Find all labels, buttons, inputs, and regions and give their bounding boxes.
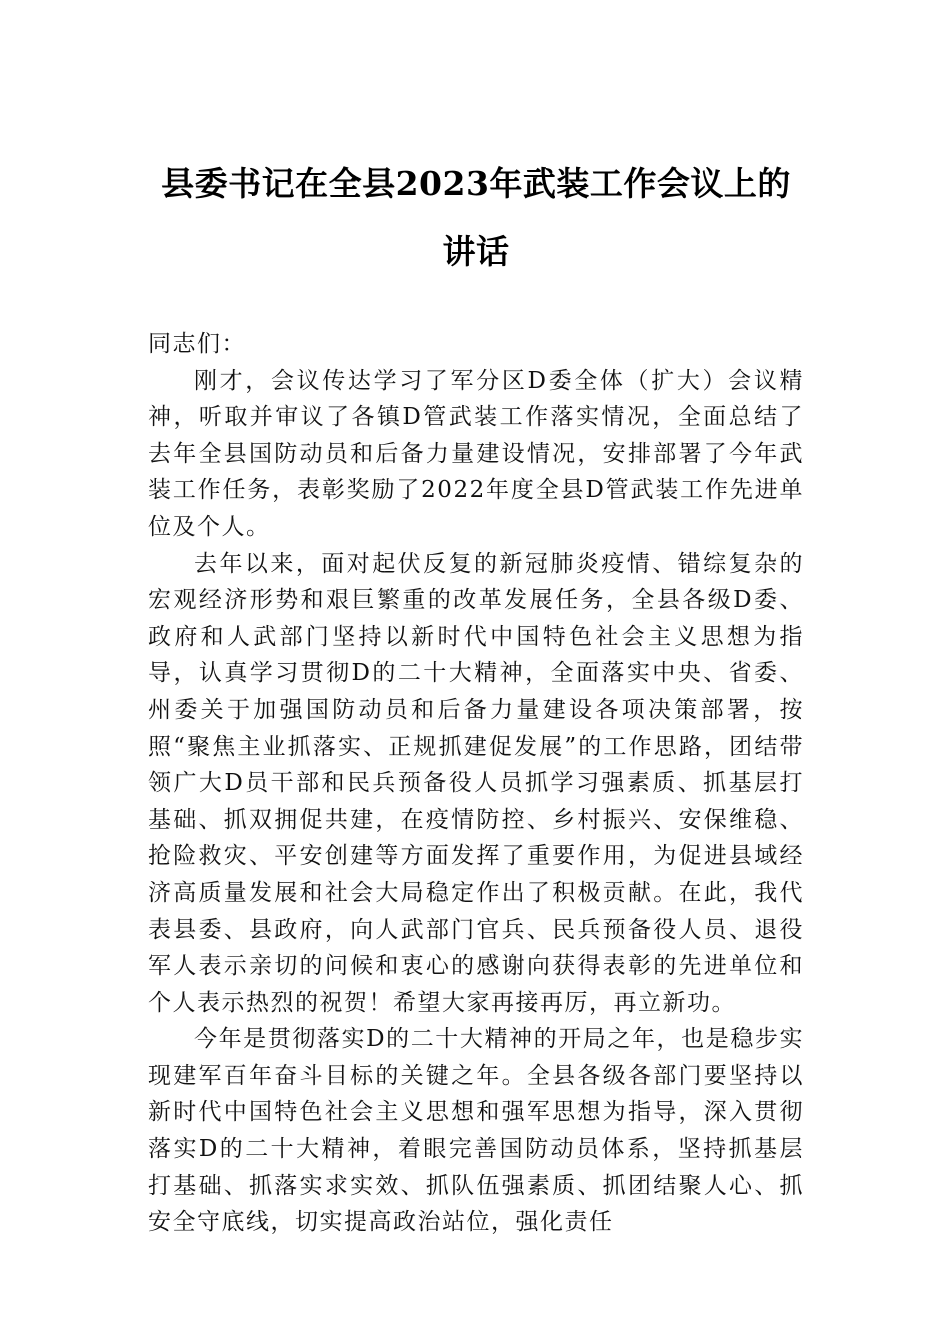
document-body xyxy=(148,326,804,1241)
paragraph-1: 刚才，会议传达学习了军分区D委全体（扩大）会议精神，听取并审议了各镇D管武装工作落实情况，全面总结了去年全县国防动员和后备力量建设情况，安排部署了今年武装工作任务，表彰奖励了2022年度全县D管武装工作先进单位及个人。 xyxy=(148,367,804,540)
paragraph-2: 去年以来，面对起伏反复的新冠肺炎疫情、错综复杂的宏观经济形势和艰巨繁重的改革发展任务，全县各级D委、政府和人武部门坚持以新时代中国特色社会主义思想为指导，认真学习贯彻D的二十大精神，全面落实中央、省委、州委关于加强国防动员和后备力量建设各项决策部署，按照“聚焦主业抓落实、正规抓建促发展”的工作思路，团结带领广大D员干部和民兵预备役人员抓学习强素质、抓基层打基础、抓双拥促共建，在疫情防控、乡村振兴、安保维稳、抢险救灾、平安创建等方面发挥了重要作用，为促进县域经济高质量发展和社会大局稳定作出了积极贡献。在此，我代表县委、县政府，向人武部门官兵、民兵预备役人员、退役军人表示亲切的问候和衷心的感谢向获得表彰的先进单位和个人表示热烈的祝贺！希望大家再接再厉，再立新功。 xyxy=(148,550,804,1016)
paragraph-3: 今年是贯彻落实D的二十大精神的开局之年，也是稳步实现建军百年奋斗目标的关键之年。全县各级各部门要坚持以新时代中国特色社会主义思想和强军思想为指导，深入贯彻落实D的二十大精神，着眼完善国防动员体系，坚持抓基层打基础、抓落实求实效、抓队伍强素质、抓团结聚人心、抓安全守底线，切实提高政治站位，强化责任 xyxy=(148,1026,804,1236)
salutation: 同志们： xyxy=(148,331,246,357)
document-title: 县委书记在全县2023年武装工作会议上的讲话 xyxy=(161,164,791,271)
